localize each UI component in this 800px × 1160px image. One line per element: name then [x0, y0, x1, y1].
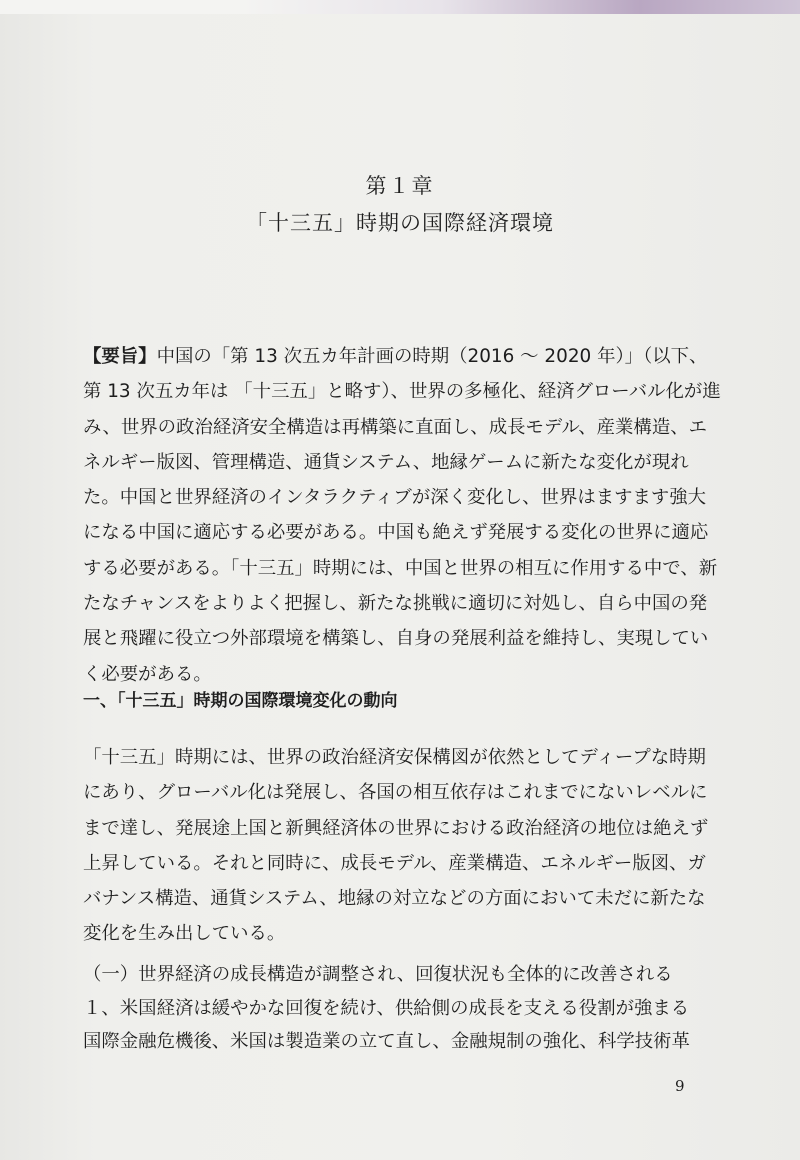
summary-text: 中国の「第 13 次五カ年計画の時期（2016 ～ 2020 年）」（以下、第 13 次五カ年は 「十三五」と略す）、世界の多極化、経済グローバル化が進み、世界の政治経済安全構造は再構築に直面し、成長モデル、産業構造、エネルギー版図、管理構造、通貨システム、地縁ゲームに新たな変化が現れた。中国と世界経済のインタラクティブが深く変化し、世界はますます強大になる中国に適応する必要がある。中国も絶えず発展する変化の世界に適応する必要がある。「十三五」時期には、中国と世界の相互に作用する中で、新たなチャンスをよりよく把握し、新たな挑戦に適切に対処し、自ら中国の発展と飛躍に役立つ外部環境を構築し、自身の発展利益を維持し、実現していく必要がある。	[83, 346, 721, 685]
numbered-item: １、米国経済は緩やかな回復を続け、供給側の成長を支える役割が強まる	[83, 998, 690, 1019]
summary-paragraph	[83, 339, 723, 692]
continuation-line: 国際金融危機後、米国は製造業の立て直し、金融規制の強化、科学技術革	[83, 1031, 690, 1052]
chapter-title: 「十三五」時期の国際経済環境	[246, 211, 554, 235]
summary-tag: 【要旨】	[83, 346, 157, 367]
page-number: 9	[675, 1077, 685, 1095]
subsection-heading: （一）世界経済の成長構造が調整され、回復状況も全体的に改善される	[83, 964, 673, 985]
chapter-number: 第１章	[365, 174, 435, 198]
section-paragraph: 「十三五」時期には、世界の政治経済安保構図が依然としてディープな時期にあり、グローバル化は発展し、各国の相互依存はこれまでにないレベルにまで達し、発展途上国と新興経済体の世界における政治経済の地位は絶えず上昇している。それと同時に、成長モデル、産業構造、エネルギー版図、ガバナンス構造、通貨システム、地縁の対立などの方面において未だに新たな変化を生み出している。	[83, 747, 709, 945]
section-heading: 一、「十三五」時期の国際環境変化の動向	[83, 691, 398, 711]
page-top-edge	[0, 0, 800, 14]
